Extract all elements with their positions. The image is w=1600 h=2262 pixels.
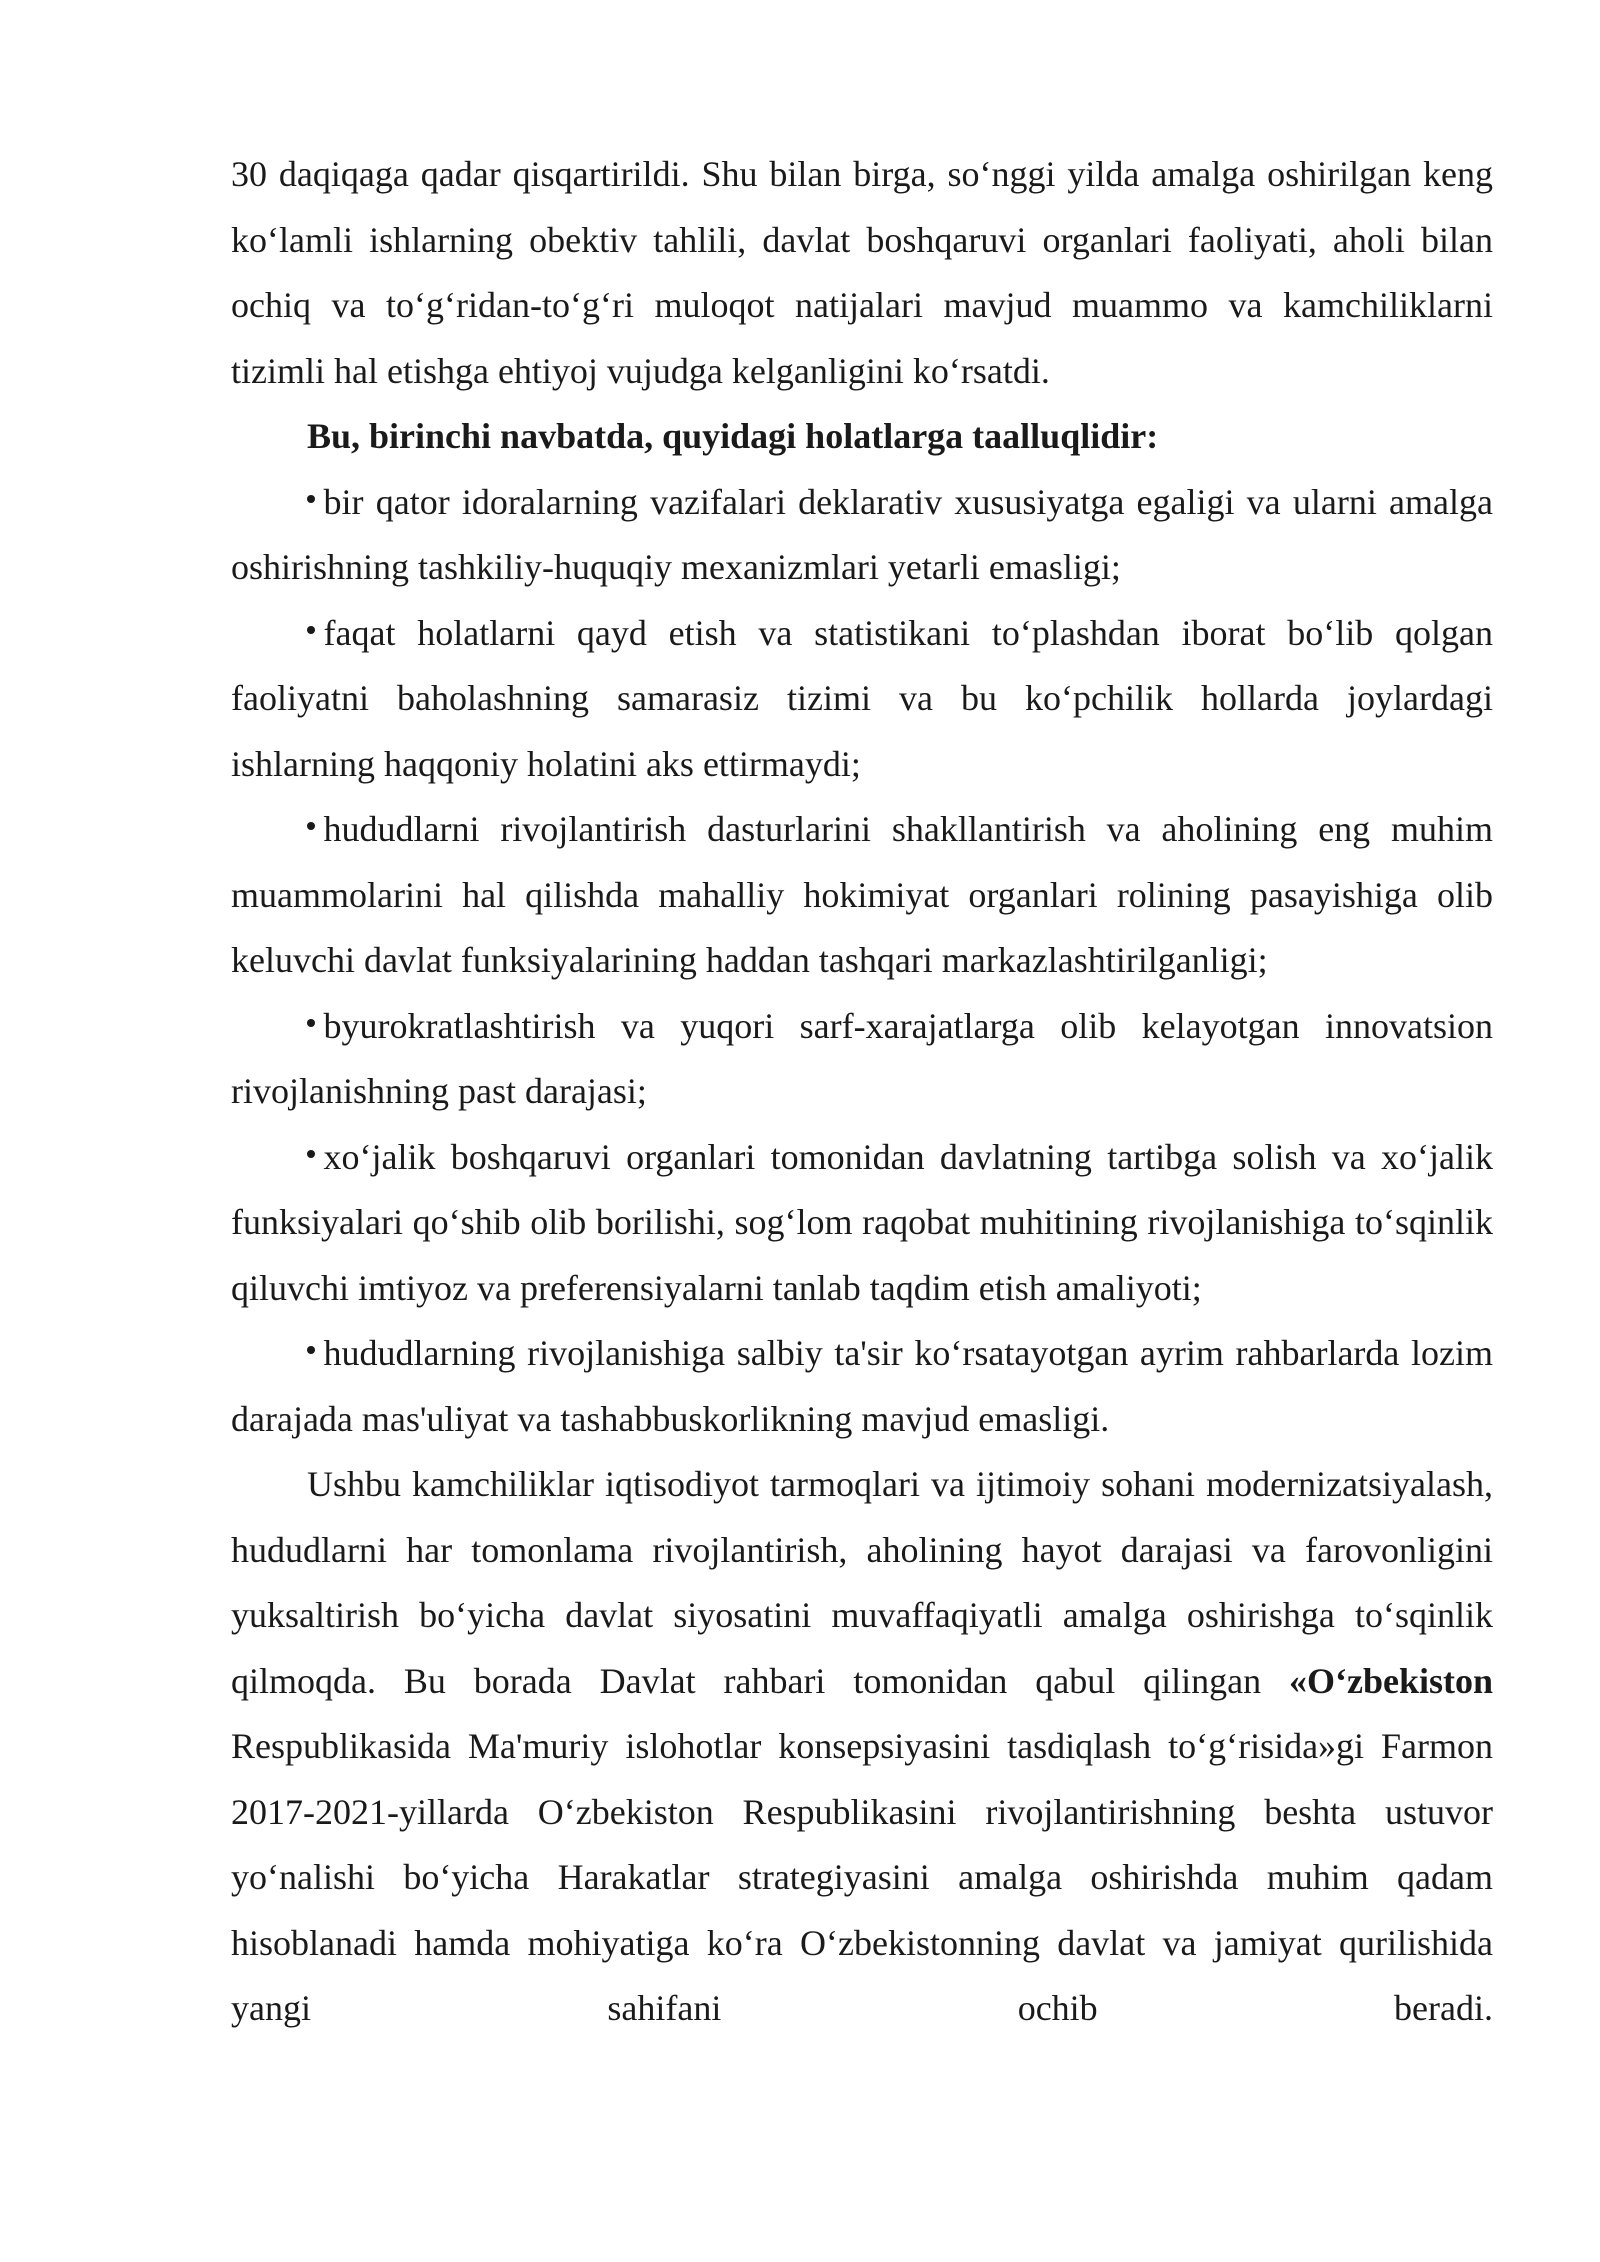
bullet-text: byurokratlashtirish va yuqori sarf-xarajatlarga olib kelayotgan innovatsion rivojlanishning past darajasi; <box>231 1005 1493 1111</box>
bullet-item <box>231 797 1493 994</box>
conclusion-text-start: Ushbu kamchiliklar iqtisodiyot tarmoqlari va ijtimoiy sohani modernizatsiyalash, hududlarni har tomonlama rivojlantirish, aholining hayot darajasi va farovonligini yuksaltirish bo‘yicha davlat siyosatini muvaffaqiyatli amalga oshirishga to‘sqinlik qilmoqda. Bu borada Davlat rahbari tomonidan qabul qilingan <box>231 1464 1493 1701</box>
bullet-text: bir qator idoralarning vazifalari deklarativ xususiyatga egaligi va ularni amalga oshirishning tashkiliy-huquqiy mexanizmlari yetarli emasligi; <box>231 481 1493 587</box>
decree-title-bold: «O‘zbekiston <box>1288 1660 1493 1701</box>
bullet-item <box>231 1321 1493 1452</box>
bullet-text: xo‘jalik boshqaruvi organlari tomonidan davlatning tartibga solish va xo‘jalik funksiyalari qo‘shib olib borilishi, sog‘lom raqobat muhitining rivojlanishiga to‘sqinlik qiluvchi imtiyoz va preferensiyalarni tanlab taqdim etish amaliyoti; <box>231 1136 1493 1308</box>
section-heading: Bu, birinchi navbatda, quyidagi holatlarga taalluqlidir: <box>307 416 1159 456</box>
paragraph-intro: 30 daqiqaga qadar qisqartirildi. Shu bilan birga, so‘nggi yilda amalga oshirilgan keng ko‘lamli ishlarning obektiv tahlili, davlat boshqaruvi organlari faoliyati, aholi bilan ochiq va to‘g‘ridan-to‘g‘ri muloqot natijalari mavjud muammo va kamchiliklarni tizimli hal etishga ehtiyoj vujudga kelganligini ko‘rsatdi. <box>231 154 1493 391</box>
bullet-item <box>231 1125 1493 1322</box>
document-page <box>231 142 1493 2042</box>
bullet-item <box>231 994 1493 1125</box>
conclusion-text-end: Respublikasida Ma'muriy islohotlar konsepsiyasini tasdiqlash to‘g‘risida»gi Farmon 2017-2021-yillarda O‘zbekiston Respublikasini rivojlantirishning beshta ustuvor yo‘nalishi bo‘yicha Harakatlar strategiyasini amalga oshirishda muhim qadam hisoblanadi hamda mohiyatiga ko‘ra O‘zbekistonning davlat va jamiyat qurilishida yangi sahifani ochib beradi. <box>231 1726 1493 2028</box>
bullet-item <box>231 601 1493 798</box>
bullet-text: hududlarni rivojlantirish dasturlarini shakllantirish va aholining eng muhim muammolarini hal qilishda mahalliy hokimiyat organlari rolining pasayishiga olib keluvchi davlat funksiyalarining haddan tashqari markazlashtirilganligi; <box>231 809 1493 980</box>
bullet-text: faqat holatlarni qayd etish va statistikani to‘plashdan iborat bo‘lib qolgan faoliyatni baholashning samarasiz tizimi va bu ko‘pchilik hollarda joylardagi ishlarning haqqoniy holatini aks ettirmaydi; <box>231 612 1493 784</box>
paragraph-conclusion <box>231 1452 1493 2042</box>
bullet-item <box>231 470 1493 601</box>
bullet-text: hududlarning rivojlanishiga salbiy ta'sir ko‘rsatayotgan ayrim rahbarlarda lozim darajada mas'uliyat va tashabbuskorlikning mavjud emasligi. <box>231 1333 1493 1439</box>
